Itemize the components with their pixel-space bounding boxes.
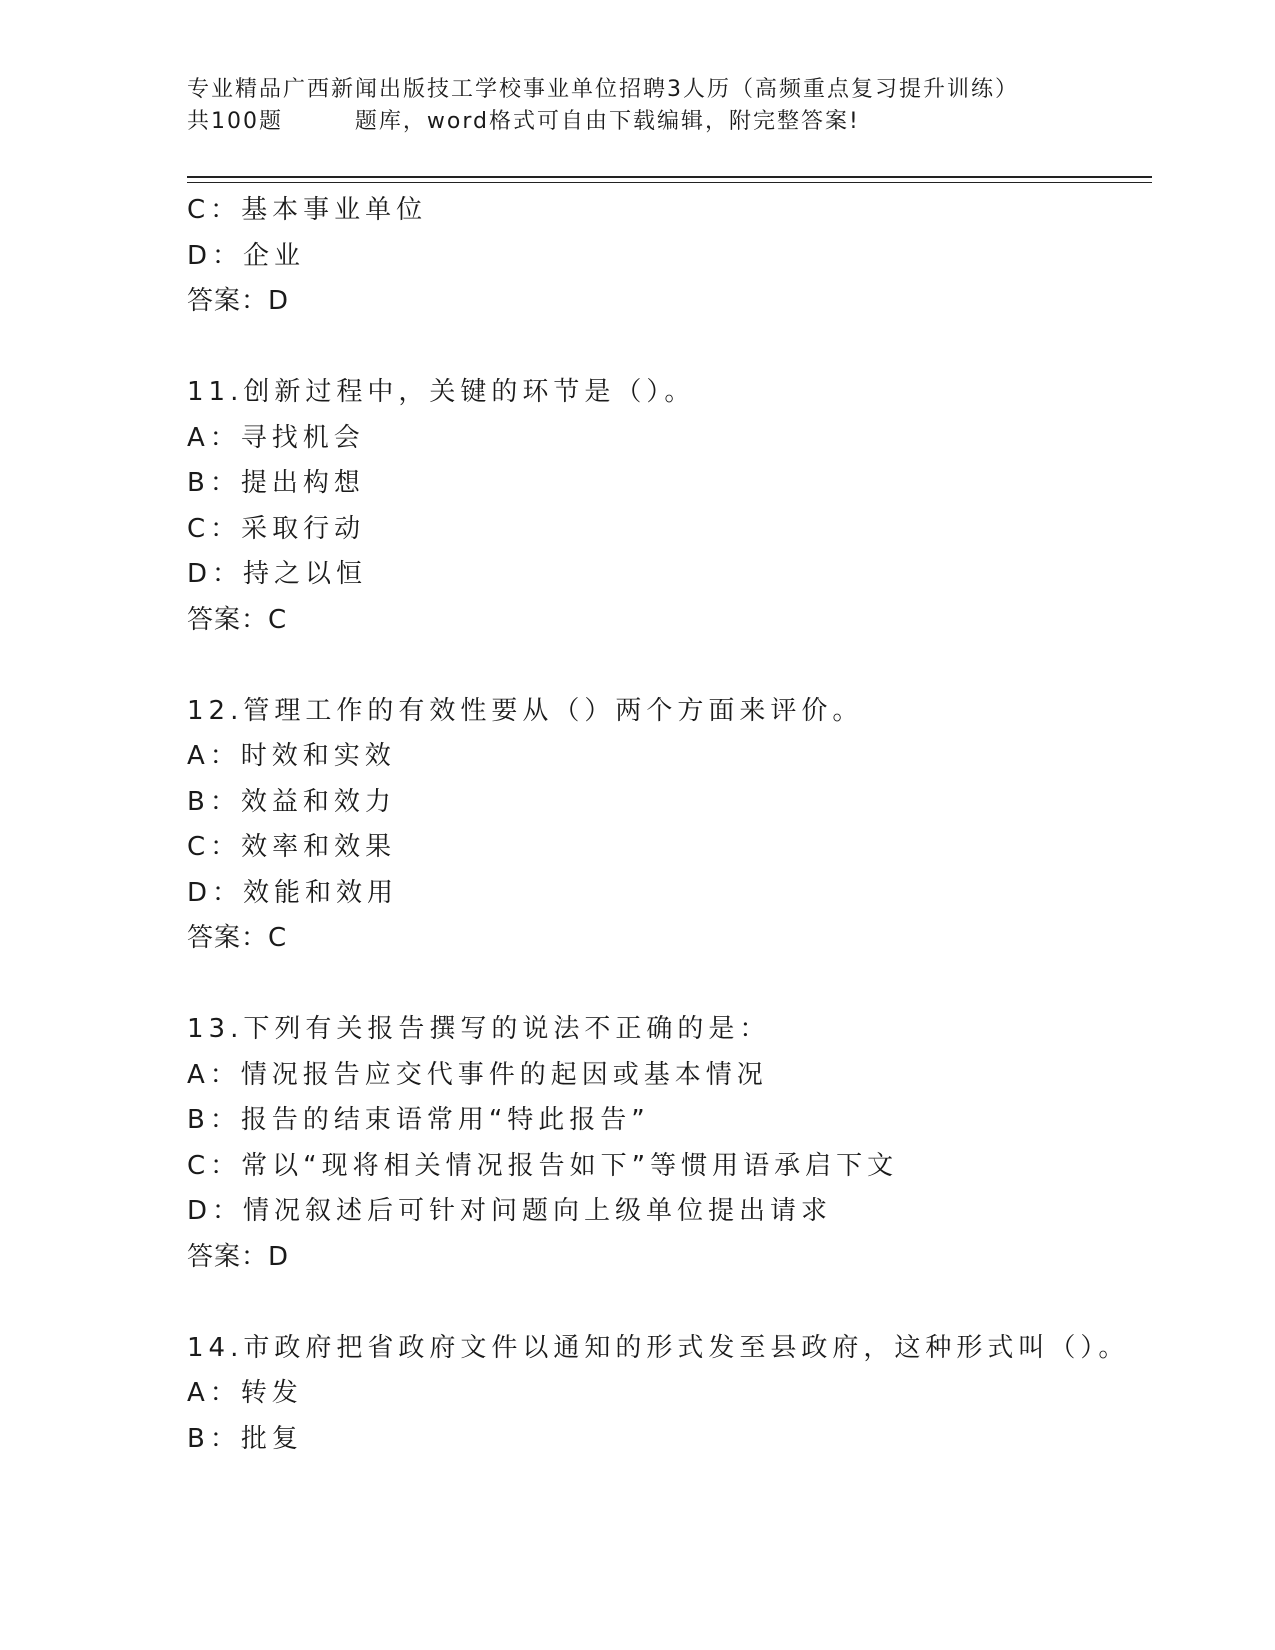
header-rule-thick	[187, 176, 1152, 178]
option-a: A：寻找机会	[187, 422, 365, 453]
option-b: B：效益和效力	[187, 786, 396, 817]
answer-line: 答案：D	[187, 286, 290, 316]
option-c: C：效率和效果	[187, 832, 397, 862]
answer-line: 答案：C	[187, 923, 288, 953]
spacer	[187, 962, 1147, 1008]
option-d: D：效能和效用	[187, 877, 399, 908]
spacer	[187, 1280, 1147, 1326]
option-a: A：时效和实效	[187, 741, 396, 771]
spacer	[187, 643, 1147, 689]
question-stem: 11.创新过程中，关键的环节是（）。	[187, 377, 696, 407]
option-b: B：提出构想	[187, 468, 365, 498]
question-list	[187, 188, 1147, 1462]
header-rule-thin	[187, 182, 1152, 183]
header-title-line: 专业精品广西新闻出版技工学校事业单位招聘3人历（高频重点复习提升训练）	[187, 77, 1019, 102]
option-d: D：情况叙述后可针对问题向上级单位提出请求	[187, 1196, 833, 1226]
option-b: B：报告的结束语常用“特此报告”	[187, 1105, 650, 1135]
option-c: C：采取行动	[187, 513, 366, 544]
spacer	[187, 325, 1147, 371]
option-c: C：基本事业单位	[187, 195, 428, 225]
option-d: D：企业	[187, 240, 306, 271]
header-subtitle-line: 共100题 题库，word格式可自由下载编辑，附完整答案!	[187, 109, 860, 134]
question-stem: 13.下列有关报告撰写的说法不正确的是：	[187, 1014, 771, 1044]
option-c: C：常以“现将相关情况报告如下”等惯用语承启下文	[187, 1150, 899, 1181]
option-a: A：情况报告应交代事件的起因或基本情况	[187, 1059, 768, 1090]
option-b: B：批复	[187, 1423, 303, 1454]
option-d: D：持之以恒	[187, 559, 368, 589]
document-header	[187, 74, 1147, 138]
question-stem: 14.市政府把省政府文件以通知的形式发至县政府，这种形式叫（）。	[187, 1332, 1130, 1363]
answer-line: 答案：C	[187, 604, 288, 635]
option-a: A：转发	[187, 1378, 303, 1408]
answer-line: 答案：D	[187, 1241, 290, 1272]
question-stem: 12.管理工作的有效性要从（）两个方面来评价。	[187, 695, 864, 726]
